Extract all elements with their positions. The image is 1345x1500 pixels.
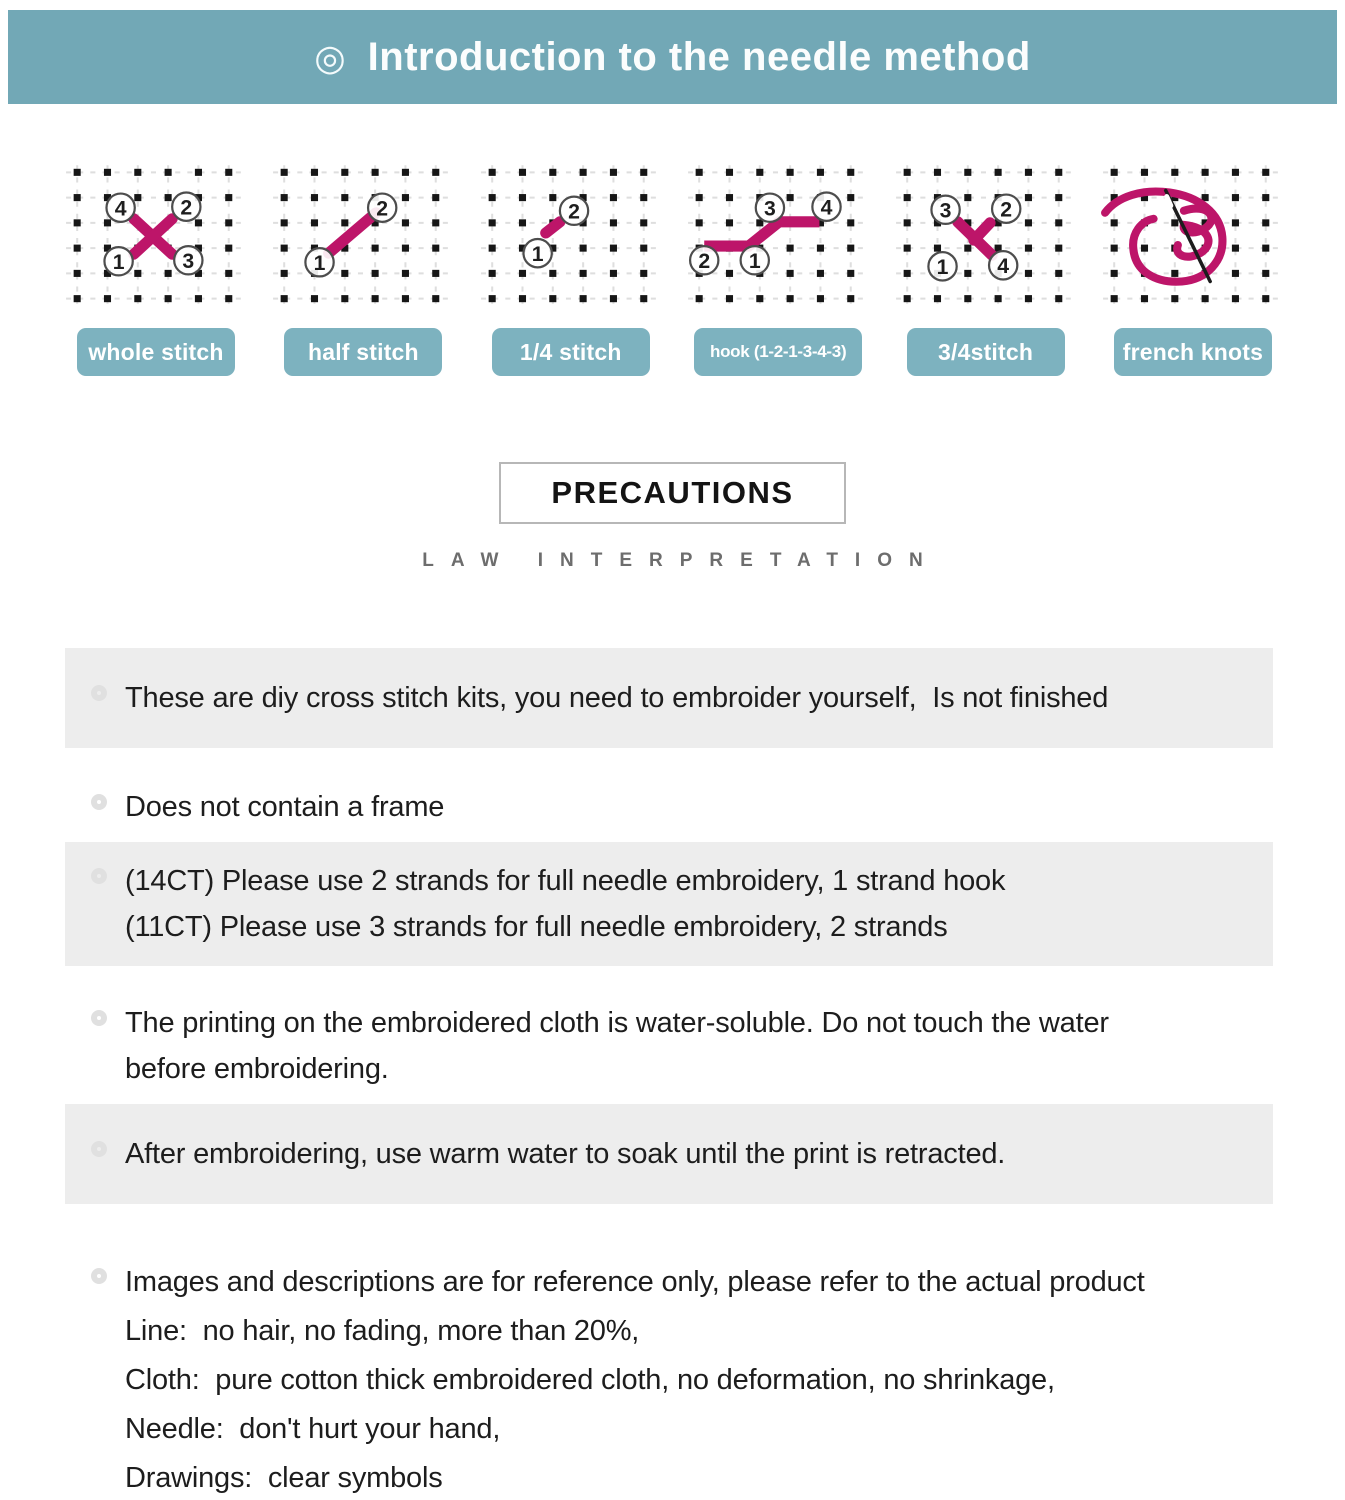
ring-bullet-icon [91,1268,107,1284]
half-stitch-graphic [267,160,459,312]
ring-bullet-icon [91,1141,107,1157]
stitch-point-marker [306,248,334,276]
stitch-diagram-half-stitch [267,160,459,376]
stitch-point-marker [992,195,1020,223]
precaution-item [65,1104,1273,1204]
ring-bullet-icon [91,868,107,884]
stitch-point-marker [741,246,769,274]
stitch-point-marker [931,196,959,224]
precaution-text [125,1000,1259,1092]
precaution-item [65,1258,1273,1500]
stitch-diagram-quarter-stitch [475,160,667,376]
stitch-diagram-three-quarter-stitch [890,160,1082,376]
french-knots-graphic [1097,160,1289,312]
svg-text:2: 2 [999,198,1012,222]
stitch-point-marker [172,193,200,221]
precaution-line: Images and descriptions are for reference only, please refer to the actual product [125,1266,1145,1298]
stitch-label: 1/4 stitch [492,328,650,376]
svg-text:3: 3 [182,249,195,273]
precautions-title: PRECAUTIONS [499,462,845,524]
three-quarter-stitch-graphic [890,160,1082,312]
svg-text:1: 1 [314,251,326,275]
precaution-item [65,842,1273,966]
precaution-item [65,1000,1273,1092]
svg-text:1: 1 [749,249,761,273]
svg-text:2: 2 [376,197,389,221]
svg-text:3: 3 [939,199,952,223]
stitch-point-marker [756,194,784,222]
stitch-point-marker [104,247,132,275]
stitch-diagram-row [60,160,1289,376]
precaution-line: before embroidering. [125,1053,389,1085]
precaution-line: These are diy cross stitch kits, you need to embroider yourself, Is not finished [125,682,1109,714]
precautions-heading [0,462,1345,572]
stitch-point-marker [523,239,551,267]
svg-text:1: 1 [531,242,544,266]
svg-text:3: 3 [764,197,776,221]
stitch-diagram-whole-stitch [60,160,252,376]
stitch-point-marker [174,246,202,274]
svg-text:2: 2 [698,249,711,273]
stitch-diagram-french-knots [1097,160,1289,376]
svg-text:1: 1 [936,255,949,279]
ring-bullet-icon [91,1010,107,1026]
precaution-item [65,648,1273,748]
precaution-line: (14CT) Please use 2 strands for full needle embroidery, 1 strand hook [125,865,1006,897]
precaution-text [125,784,1259,830]
precaution-line: Line: no hair, no fading, more than 20%, [125,1315,640,1347]
page-title: Introduction to the needle method [367,34,1031,79]
svg-text:4: 4 [114,197,127,221]
whole-stitch-graphic [60,160,252,312]
stitch-point-marker [989,251,1017,279]
precaution-line: Drawings: clear symbols [125,1462,443,1494]
stitch-point-marker [368,194,396,222]
precaution-text [125,1258,1259,1500]
stitch-label: hook (1-2-1-3-4-3) [694,328,862,376]
precaution-line: Cloth: pure cotton thick embroidered cloth, no deformation, no shrinkage, [125,1364,1055,1396]
stitch-point-marker [928,252,956,280]
header-banner [8,10,1337,104]
stitch-point-marker [813,193,841,221]
svg-text:2: 2 [567,200,580,224]
ring-bullet-icon [91,794,107,810]
stitch-diagram-hook-stitch [682,160,874,376]
precaution-text [125,858,1259,950]
precautions-subtitle: LAW INTERPRETATION [422,550,940,571]
svg-text:2: 2 [180,196,193,220]
stitch-label: whole stitch [77,328,235,376]
svg-text:1: 1 [112,250,125,274]
ring-bullet-icon [91,685,107,701]
quarter-stitch-graphic [475,160,667,312]
precaution-line: Needle: don't hurt your hand, [125,1413,501,1445]
precaution-text [125,1131,1259,1177]
precaution-list [65,648,1273,1500]
precaution-line: The printing on the embroidered cloth is water-soluble. Do not touch the water [125,1007,1109,1039]
stitch-point-marker [106,194,134,222]
svg-text:4: 4 [996,254,1009,278]
svg-text:4: 4 [820,196,833,220]
precaution-line: After embroidering, use warm water to soak until the print is retracted. [125,1138,1006,1170]
stitch-point-marker [690,246,718,274]
stitch-label: 3/4stitch [907,328,1065,376]
stitch-point-marker [560,197,588,225]
stitch-label: half stitch [284,328,442,376]
precaution-line: (11CT) Please use 3 strands for full needle embroidery, 2 strands [125,911,948,943]
hook-stitch-graphic [682,160,874,312]
precaution-item [65,784,1273,830]
precaution-text [125,675,1259,721]
bullseye-icon: ◎ [314,37,346,78]
precaution-line: Does not contain a frame [125,791,445,823]
stitch-label: french knots [1114,328,1272,376]
